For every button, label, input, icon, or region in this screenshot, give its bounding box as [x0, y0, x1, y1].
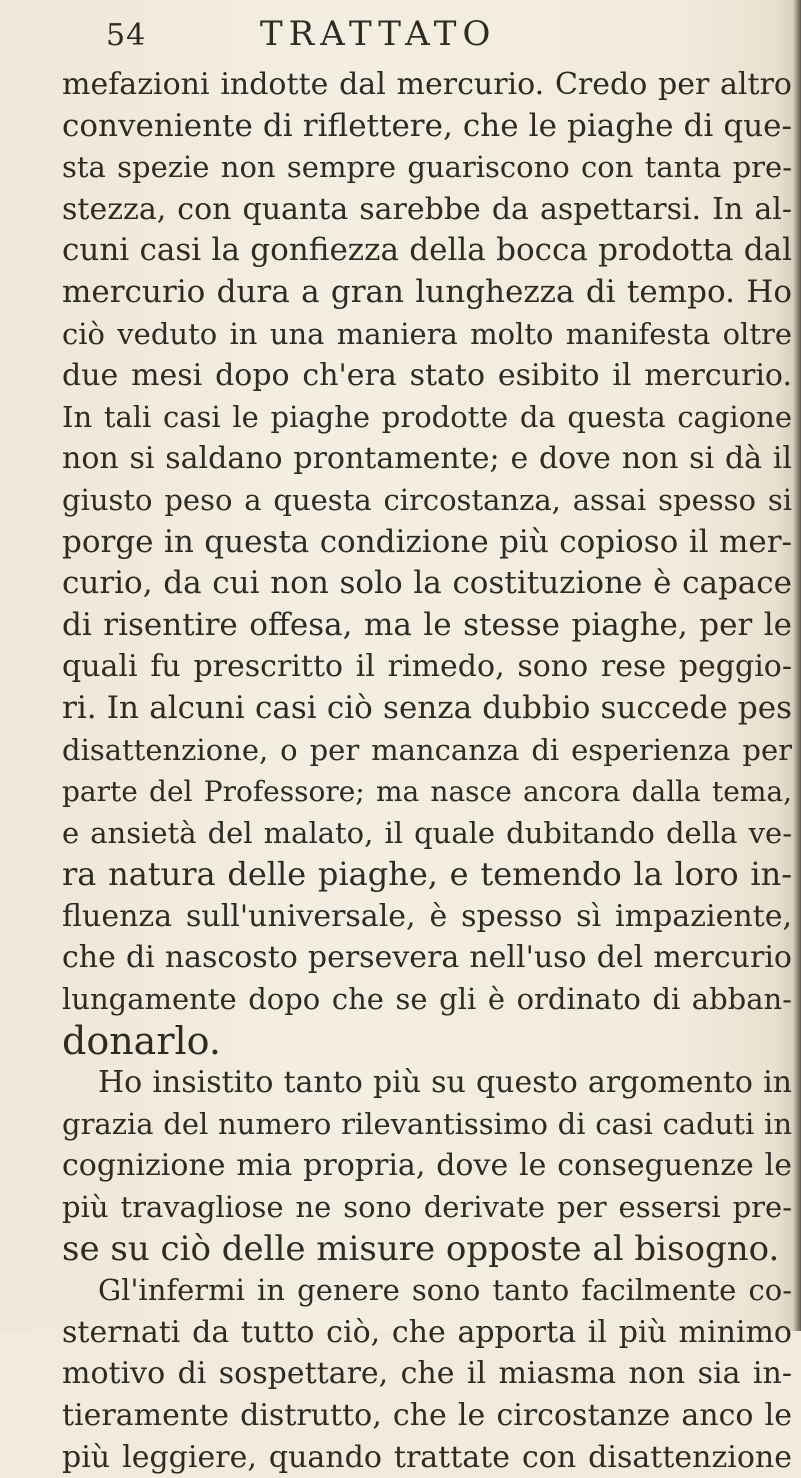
- text-line: fluenza sull'universale, è spesso sì impaziente,: [62, 898, 792, 934]
- text-line: lungamente dopo che se gli è ordinato di abban-: [62, 982, 792, 1017]
- text-line: giusto peso a questa circostanza, assai spesso si: [62, 482, 792, 517]
- text-line: di risentire offesa, ma le stesse piaghe, per le: [62, 606, 792, 643]
- text-line: sternati da tutto ciò, che apporta il più minimo: [62, 1314, 792, 1350]
- text-line: cognizione mia propria, dove le conseguenze le: [62, 1148, 792, 1184]
- text-line: ra natura delle piaghe, e temendo la loro in-: [62, 855, 792, 894]
- body-text: [62, 64, 792, 1478]
- text-line: In tali casi le piaghe prodotte da questa cagione: [62, 399, 792, 434]
- text-line: mercurio dura a gran lunghezza di tempo. Ho: [62, 273, 792, 310]
- page-edge-shadow: [793, 0, 801, 1331]
- text-line: due mesi dopo ch'era stato esibito il mercurio.: [62, 358, 792, 394]
- text-line: porge in questa condizione più copioso il mer-: [62, 523, 792, 560]
- text-line: tieramente distrutto, che le circostanze anco le: [62, 1398, 792, 1433]
- text-line: e ansietà del malato, il quale dubitando della ve-: [62, 815, 792, 850]
- text-line: più leggiere, quando trattate con disattenzione: [62, 1439, 792, 1475]
- text-line: Ho insistito tanto più su questo argomento in: [98, 1065, 792, 1101]
- text-line: mefazioni indotte dal mercurio. Credo per altro: [62, 67, 792, 102]
- text-line: non si saldano prontamente; e dove non si dà il: [62, 441, 792, 477]
- text-line: più travagliose ne sono derivate per essersi pre-: [62, 1190, 792, 1225]
- text-line: stezza, con quanta sarebbe da aspettarsi. In al-: [62, 191, 792, 227]
- text-line: che di nascosto persevera nell'uso del mercurio: [62, 940, 792, 976]
- text-line: grazia del numero rilevantissimo di casi caduti in: [62, 1106, 792, 1141]
- text-line: curio, da cui non solo la costituzione è capace: [62, 565, 792, 602]
- text-line: quali fu prescritto il rimedo, sono rese peggio-: [62, 649, 792, 685]
- text-line: motivo di sospettare, che il miasma non sia in-: [62, 1356, 792, 1392]
- text-line: cuni casi la gonfiezza della bocca prodotta dal: [62, 232, 792, 269]
- page-header: [0, 8, 801, 58]
- text-line: donarlo.: [62, 1020, 221, 1063]
- text-line: disattenzione, o per mancanza di esperienza per: [62, 732, 792, 767]
- running-title: TRATTATO: [260, 14, 497, 54]
- text-line: ri. In alcuni casi ciò senza dubbio succede pes: [62, 689, 792, 726]
- text-line: se su ciò delle misure opposte al bisogno.: [62, 1228, 780, 1269]
- text-line: parte del Professore; ma nasce ancora dalla tema,: [62, 775, 792, 809]
- text-line: conveniente di riflettere, che le piaghe di que-: [62, 107, 792, 144]
- text-line: ciò veduto in una maniera molto manifesta oltre: [62, 316, 792, 351]
- text-line: Gl'infermi in genere sono tanto facilmente co-: [98, 1273, 792, 1308]
- text-line: sta spezie non sempre guariscono con tanta pre-: [62, 150, 792, 185]
- page-number: 54: [106, 18, 147, 53]
